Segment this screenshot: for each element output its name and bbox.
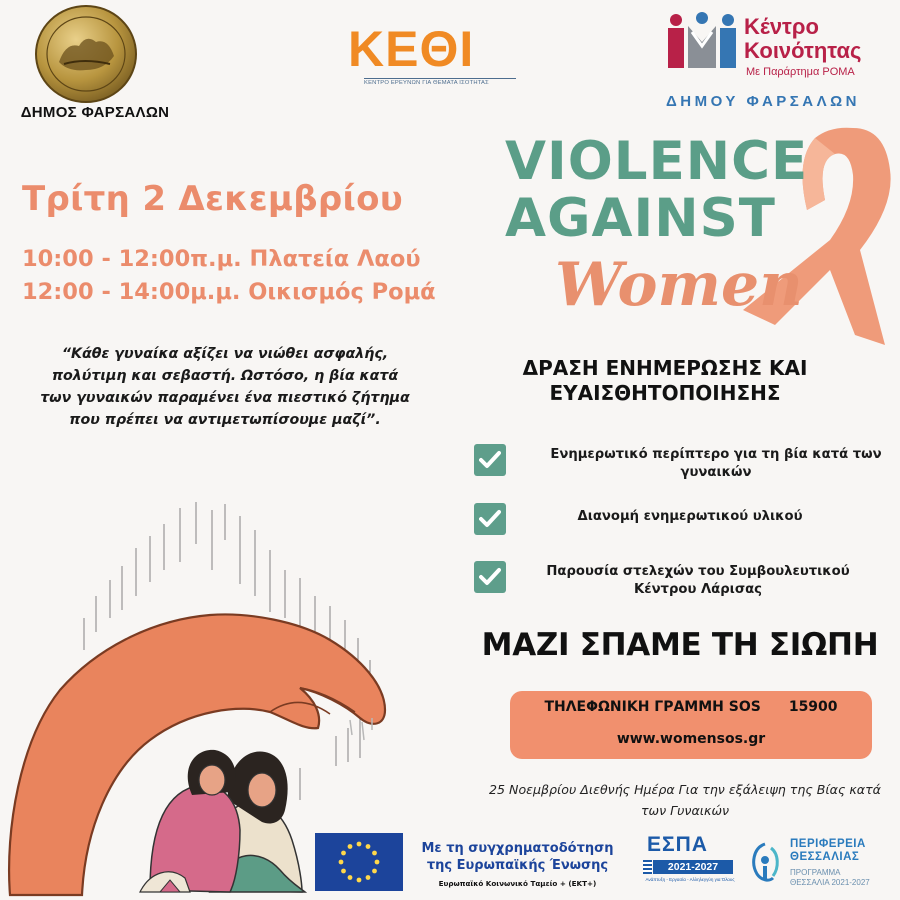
espa-years: 2021-2027 xyxy=(653,860,733,874)
thessaly-line1: ΠΕΡΙΦΕΡΕΙΑ xyxy=(790,838,866,850)
kentro-subtitle: Με Παράρτημα ΡΟΜΑ xyxy=(746,66,855,78)
kentro-dimos-label: ΔΗΜΟΥ ΦΑΡΣΑΛΩΝ xyxy=(666,93,860,110)
check-icon xyxy=(474,561,506,593)
sos-hotline-box xyxy=(510,691,872,759)
action-item-kiosk: Ενημερωτικό περίπτερο για τη βία κατά των γυναικών xyxy=(550,447,882,480)
check-icon xyxy=(474,503,506,535)
sos-website-link[interactable]: www.womensos.gr xyxy=(616,731,766,747)
kethi-wordmark: ΚΕΘΙ xyxy=(348,21,475,77)
kentro-title-line1: Κέντρο xyxy=(744,14,819,39)
action-item-counselors: Παρουσία στελεχών του Συμβουλευτικού Κέντρου Λάρισας xyxy=(546,564,850,597)
thessaly-line2: ΘΕΣΣΑΛΙΑΣ xyxy=(790,851,860,863)
thessaly-program-line1: ΠΡΟΓΡΑΜΜΑ xyxy=(790,868,841,877)
event-time-slot-2: 12:00 - 14:00μ.μ. Οικισμός Ρομά xyxy=(22,279,436,305)
kethi-divider xyxy=(364,78,516,79)
event-date: Τρίτη 2 Δεκεμβρίου xyxy=(22,179,403,219)
espa-subtitle: Ανάπτυξη - Εργασία - Αλληλεγγύη για Όλους xyxy=(645,877,735,882)
headline-women: Women xyxy=(555,250,803,320)
sos-hotline-number[interactable]: 15900 xyxy=(788,699,838,715)
eu-cofunding-line1: Με τη συγχρηματοδότηση xyxy=(421,841,614,856)
sos-hotline-label: ΤΗΛΕΦΩΝΙΚΗ ΓΡΑΜΜΗ SOS xyxy=(544,699,761,715)
greek-flag-icon xyxy=(643,860,652,874)
kentro-title-line2: Κοινότητας xyxy=(744,38,862,63)
action-item-material: Διανομή ενημερωτικού υλικού xyxy=(577,509,803,524)
headline-against: AGAINST xyxy=(505,188,776,249)
headline-violence: VIOLENCE xyxy=(505,131,809,192)
espa-wordmark: ΕΣΠΑ xyxy=(647,833,708,856)
international-day-note: 25 Νοεμβρίου Διεθνής Ημέρα Για την εξάλειψη της Βίας κατά των Γυναικών xyxy=(489,782,881,818)
check-icon xyxy=(474,444,506,476)
espa-logo xyxy=(643,833,737,891)
dimos-farsalon-seal-logo xyxy=(34,4,138,104)
thessaly-program-line2: ΘΕΣΣΑΛΙΑ 2021-2027 xyxy=(790,878,870,887)
thessaly-region-icon xyxy=(745,838,785,888)
sos-hotline-line xyxy=(510,699,872,715)
kethi-subtitle: ΚΕΝΤΡΟ ΕΡΕΥΝΩΝ ΓΙΑ ΘΕΜΑΤΑ ΙΣΟΤΗΤΑΣ xyxy=(364,80,489,86)
kentro-koinotitas-people-icon xyxy=(666,12,738,72)
slogan: ΜΑΖΙ ΣΠΑΜΕ ΤΗ ΣΙΩΠΗ xyxy=(481,627,879,663)
eu-esf-label: Ευρωπαϊκό Κοινωνικό Ταμείο + (ΕΚΤ+) xyxy=(438,879,597,888)
kethi-logo xyxy=(348,21,518,92)
eu-flag-icon xyxy=(315,833,403,891)
action-heading: ΔΡΑΣΗ ΕΝΗΜΕΡΩΣΗΣ ΚΑΙ ΕΥΑΙΣΘΗΤΟΠΟΙΗΣΗΣ xyxy=(522,356,808,405)
eu-cofunding-line2: της Ευρωπαϊκής Ένωσης xyxy=(426,858,609,873)
event-time-slot-1: 10:00 - 12:00π.μ. Πλατεία Λαού xyxy=(22,246,421,272)
quote-text: “Κάθε γυναίκα αξίζει να νιώθει ασφαλής, πολύτιμη και σεβαστή. Ωστόσο, η βία κατά των γυναικών παραμένει ένα πιεστικό ζήτημα που πρέπει να αντιμετωπίσουμε μαζί”. xyxy=(40,346,410,428)
dimos-name-label: ΔΗΜΟΣ ΦΑΡΣΑΛΩΝ xyxy=(20,104,170,121)
